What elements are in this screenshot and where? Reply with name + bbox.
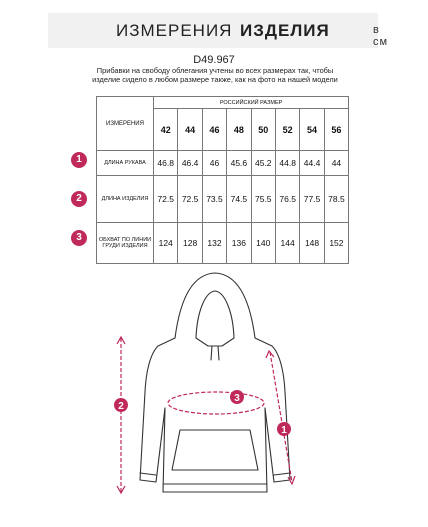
value-cell: 45.2 bbox=[251, 151, 275, 176]
value-cell: 76.5 bbox=[275, 176, 299, 223]
size-cell: 56 bbox=[324, 109, 348, 151]
row-label: ДЛИНА ИЗДЕЛИЯ bbox=[97, 176, 154, 223]
row-marker-1: 1 bbox=[71, 152, 87, 168]
size-cell: 48 bbox=[227, 109, 251, 151]
length-measure-line bbox=[114, 337, 128, 493]
value-cell: 75.5 bbox=[251, 176, 275, 223]
sleeve-marker-label: 1 bbox=[281, 425, 287, 436]
size-cell: 44 bbox=[178, 109, 202, 151]
value-cell: 128 bbox=[178, 223, 202, 264]
value-cell: 73.5 bbox=[202, 176, 226, 223]
size-system-header: РОССИЙСКИЙ РАЗМЕР bbox=[154, 97, 349, 109]
size-cell: 42 bbox=[154, 109, 178, 151]
size-cell: 50 bbox=[251, 109, 275, 151]
value-cell: 77.5 bbox=[300, 176, 324, 223]
value-cell: 140 bbox=[251, 223, 275, 264]
value-cell: 136 bbox=[227, 223, 251, 264]
row-label: ОБХВАТ ПО ЛИНИИ ГРУДИ ИЗДЕЛИЯ bbox=[97, 223, 154, 264]
header-title-bold: ИЗДЕЛИЯ bbox=[240, 21, 330, 40]
value-cell: 78.5 bbox=[324, 176, 348, 223]
value-cell: 124 bbox=[154, 223, 178, 264]
size-cell: 52 bbox=[275, 109, 299, 151]
value-cell: 144 bbox=[275, 223, 299, 264]
model-code: D49.967 bbox=[193, 54, 235, 66]
value-cell: 72.5 bbox=[178, 176, 202, 223]
header-title-light: ИЗМЕРЕНИЯ bbox=[116, 21, 233, 40]
value-cell: 148 bbox=[300, 223, 324, 264]
value-cell: 44 bbox=[324, 151, 348, 176]
length-marker-label: 2 bbox=[118, 401, 124, 412]
value-cell: 46.4 bbox=[178, 151, 202, 176]
chest-measure-line bbox=[168, 390, 264, 414]
size-cell: 54 bbox=[300, 109, 324, 151]
value-cell: 46 bbox=[202, 151, 226, 176]
row-marker-2: 2 bbox=[71, 191, 87, 207]
measurements-header: ИЗМЕРЕНИЯ bbox=[97, 97, 154, 151]
value-cell: 132 bbox=[202, 223, 226, 264]
value-cell: 46.8 bbox=[154, 151, 178, 176]
value-cell: 72.5 bbox=[154, 176, 178, 223]
size-cell: 46 bbox=[202, 109, 226, 151]
header-unit: в см bbox=[373, 24, 389, 48]
value-cell: 152 bbox=[324, 223, 348, 264]
chest-marker-label: 3 bbox=[234, 393, 240, 404]
value-cell: 74.5 bbox=[227, 176, 251, 223]
value-cell: 45.6 bbox=[227, 151, 251, 176]
row-label: ДЛИНА РУКАВА bbox=[97, 151, 154, 176]
hoodie-outline bbox=[140, 273, 290, 492]
fit-note: Прибавки на свободу облегания учтены во всех размерах так, чтобы изделие сидело в любом размере также, как на фото на нашей модели bbox=[92, 66, 338, 84]
sleeve-measure-line bbox=[266, 351, 295, 484]
value-cell: 44.8 bbox=[275, 151, 299, 176]
value-cell: 44.4 bbox=[300, 151, 324, 176]
row-marker-3: 3 bbox=[71, 230, 87, 246]
